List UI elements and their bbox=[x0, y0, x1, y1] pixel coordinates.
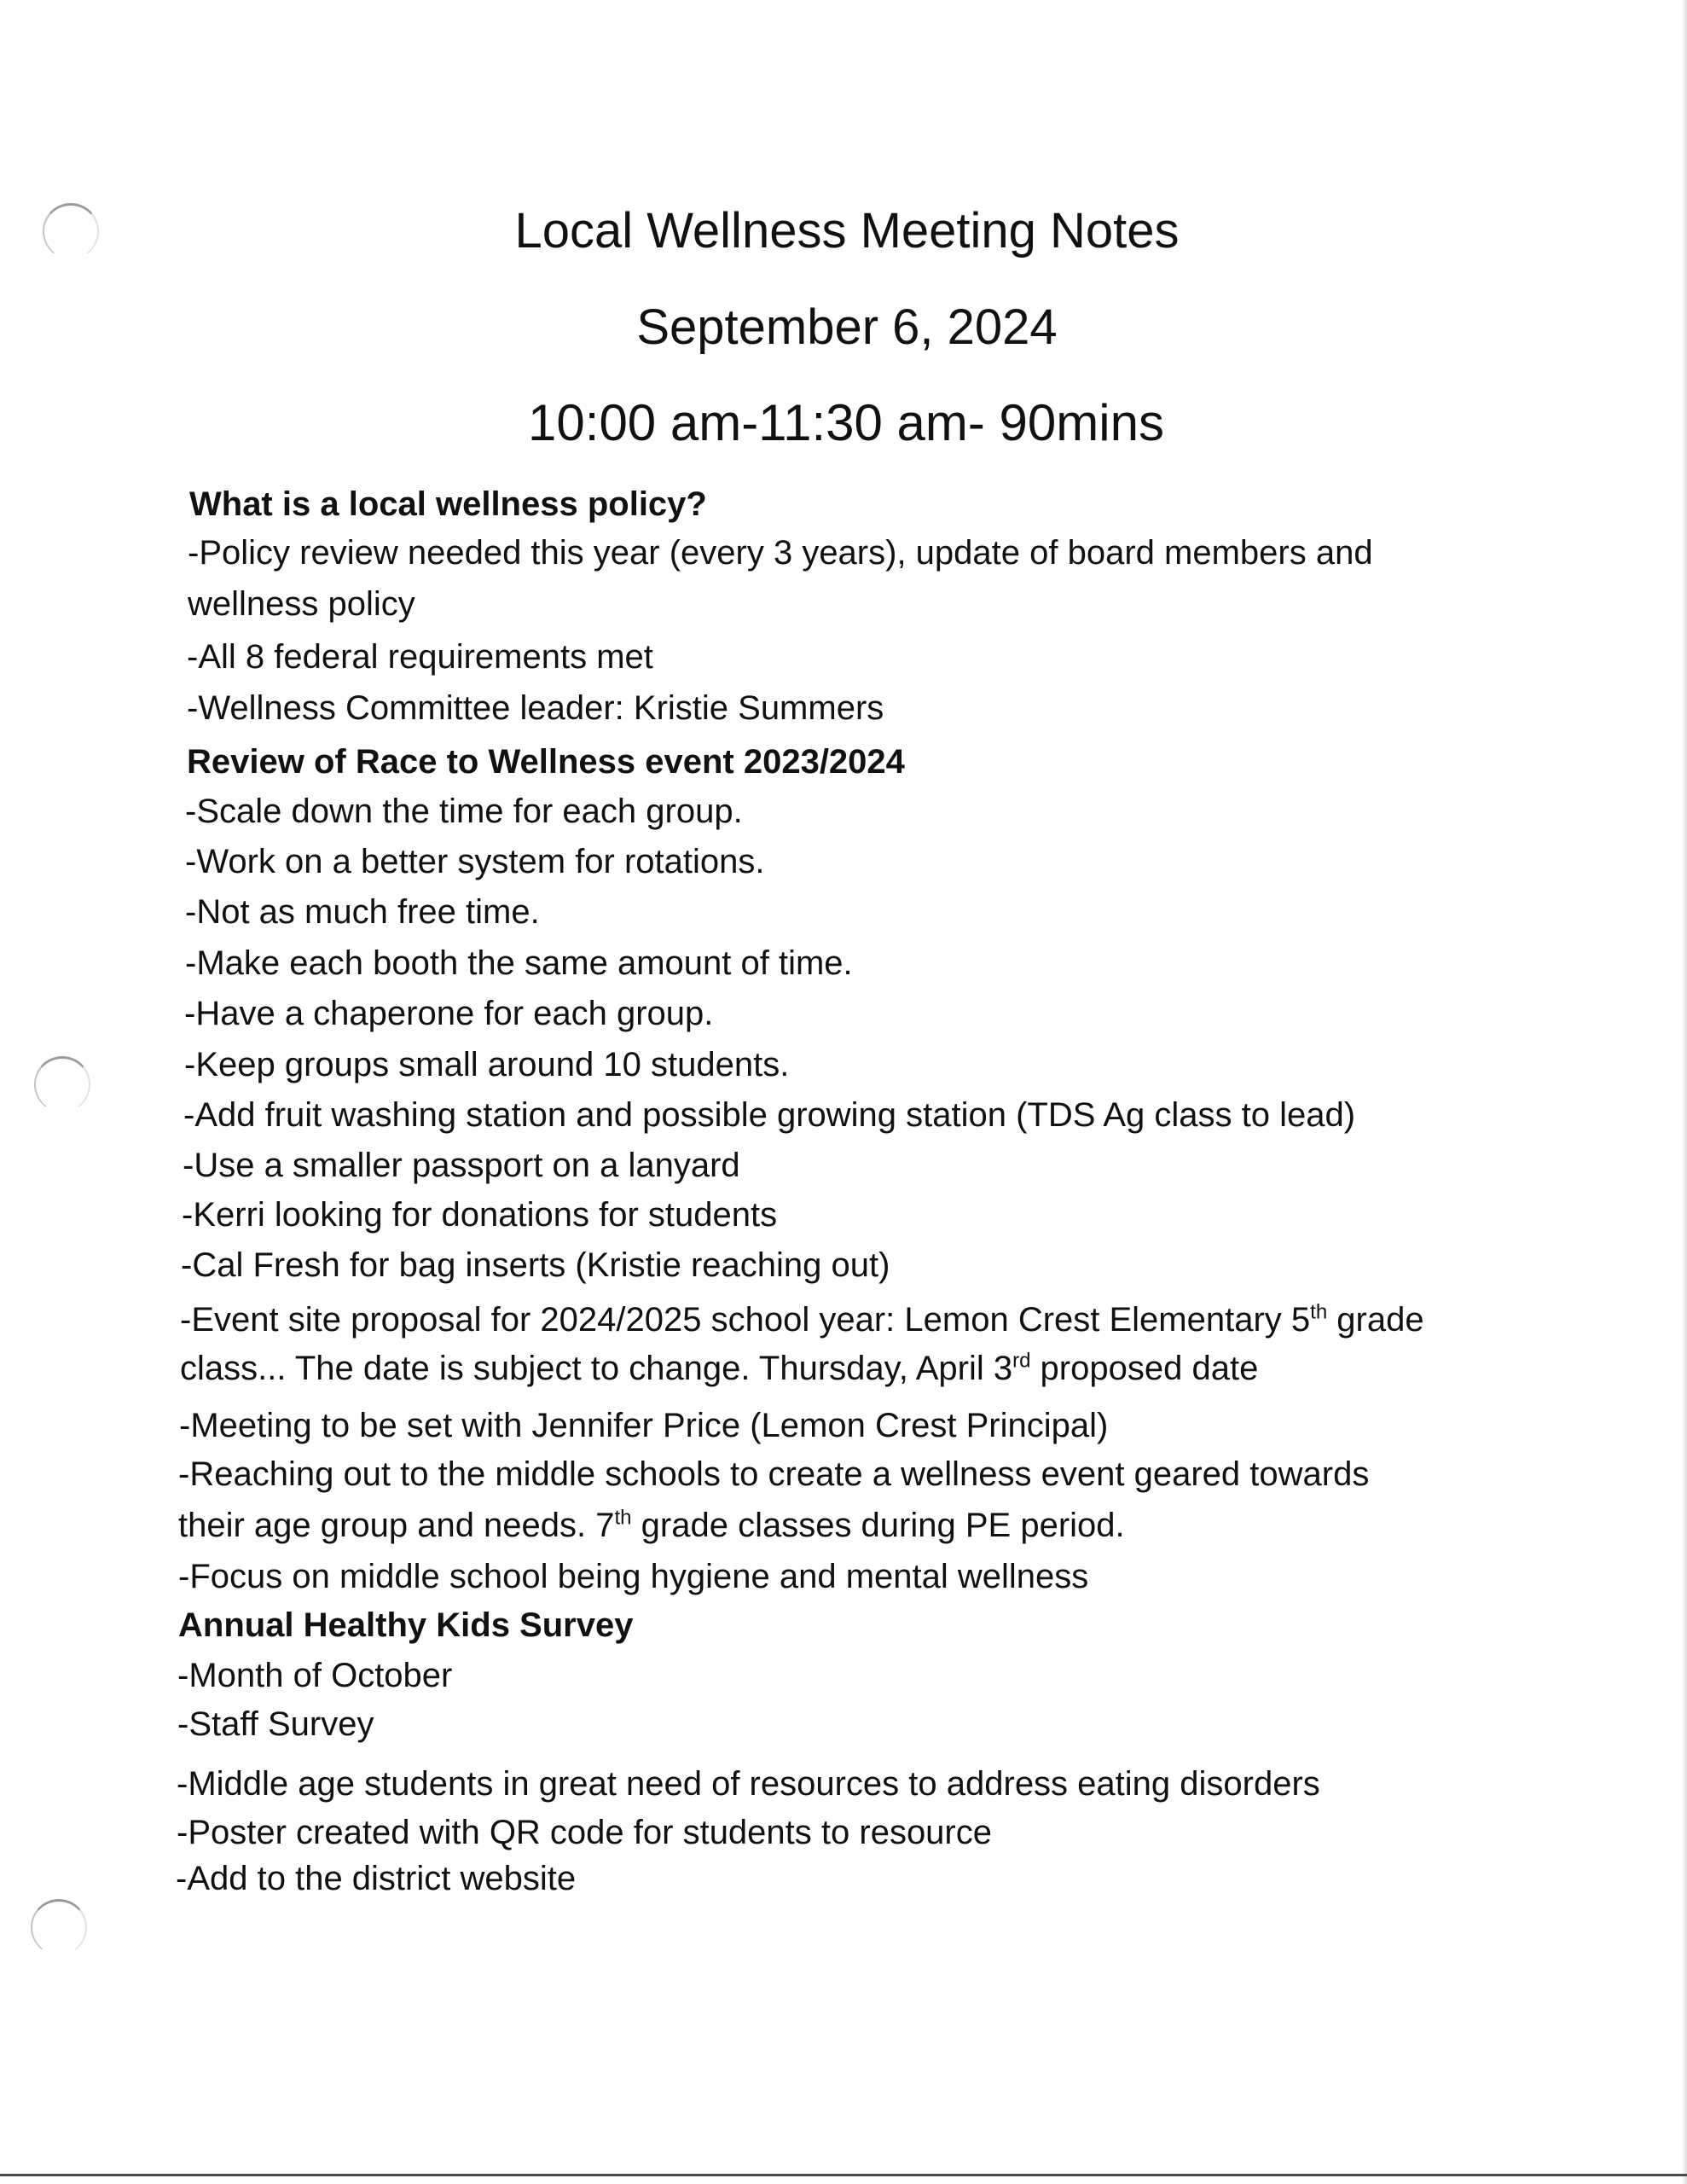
middle-school-text-end: grade classes during PE period. bbox=[631, 1507, 1125, 1544]
list-item: -Have a chaperone for each group. bbox=[184, 995, 714, 1032]
list-item-event-site bbox=[180, 1298, 1424, 1341]
ordinal-suffix: rd bbox=[1012, 1349, 1031, 1373]
list-item: -Middle age students in great need of resources to address eating disorders bbox=[177, 1765, 1320, 1803]
list-item: -Scale down the time for each group. bbox=[185, 793, 743, 830]
section-heading-race-to-wellness: Review of Race to Wellness event 2023/2024 bbox=[187, 743, 905, 781]
event-date-text-end: proposed date bbox=[1030, 1350, 1259, 1387]
section-heading-healthy-kids-survey: Annual Healthy Kids Survey bbox=[178, 1606, 634, 1644]
event-site-text: -Event site proposal for 2024/2025 school year: Lemon Crest Elementary 5 bbox=[180, 1301, 1311, 1339]
list-item: -Wellness Committee leader: Kristie Summers bbox=[187, 689, 884, 727]
list-item: -All 8 federal requirements met bbox=[187, 638, 653, 676]
list-item: -Keep groups small around 10 students. bbox=[184, 1046, 790, 1083]
list-item: wellness policy bbox=[188, 585, 415, 623]
ordinal-suffix: th bbox=[614, 1506, 632, 1530]
list-item: -Add fruit washing station and possible growing station (TDS Ag class to lead) bbox=[183, 1096, 1356, 1134]
list-item: -Use a smaller passport on a lanyard bbox=[183, 1147, 740, 1184]
section-heading-wellness-policy: What is a local wellness policy? bbox=[189, 485, 707, 523]
list-item: -Add to the district website bbox=[176, 1860, 577, 1897]
event-date-text: class... The date is subject to change. Thursday, April 3 bbox=[180, 1350, 1013, 1387]
document-title: Local Wellness Meeting Notes bbox=[514, 203, 1180, 258]
list-item: -Cal Fresh for bag inserts (Kristie reaching out) bbox=[181, 1246, 890, 1284]
list-item: -Poster created with QR code for students to resource bbox=[177, 1814, 992, 1851]
meeting-time: 10:00 am-11:30 am- 90mins bbox=[528, 394, 1164, 451]
punch-hole-middle bbox=[34, 1056, 90, 1112]
page-bottom-edge bbox=[0, 2174, 1687, 2176]
meeting-date: September 6, 2024 bbox=[636, 299, 1058, 355]
list-item: -Work on a better system for rotations. bbox=[185, 843, 765, 880]
list-item: -Policy review needed this year (every 3 years), update of board members and bbox=[188, 534, 1373, 572]
event-site-text-end: grade bbox=[1327, 1301, 1424, 1339]
list-item: -Kerri looking for donations for students bbox=[182, 1196, 778, 1234]
list-item: -Staff Survey bbox=[177, 1705, 374, 1743]
list-item: -Month of October bbox=[177, 1657, 453, 1694]
list-item: -Focus on middle school being hygiene and mental wellness bbox=[178, 1558, 1089, 1595]
list-item-event-date bbox=[180, 1347, 1258, 1390]
list-item-middle-school bbox=[178, 1504, 1125, 1547]
middle-school-text: their age group and needs. 7 bbox=[178, 1507, 615, 1544]
list-item: -Not as much free time. bbox=[185, 893, 540, 931]
list-item: -Make each booth the same amount of time. bbox=[185, 944, 853, 982]
ordinal-suffix: th bbox=[1310, 1300, 1328, 1324]
punch-hole-bottom bbox=[31, 1899, 87, 1955]
list-item: -Meeting to be set with Jennifer Price (Lemon Crest Principal) bbox=[179, 1407, 1109, 1444]
list-item: -Reaching out to the middle schools to create a wellness event geared towards bbox=[178, 1455, 1370, 1493]
